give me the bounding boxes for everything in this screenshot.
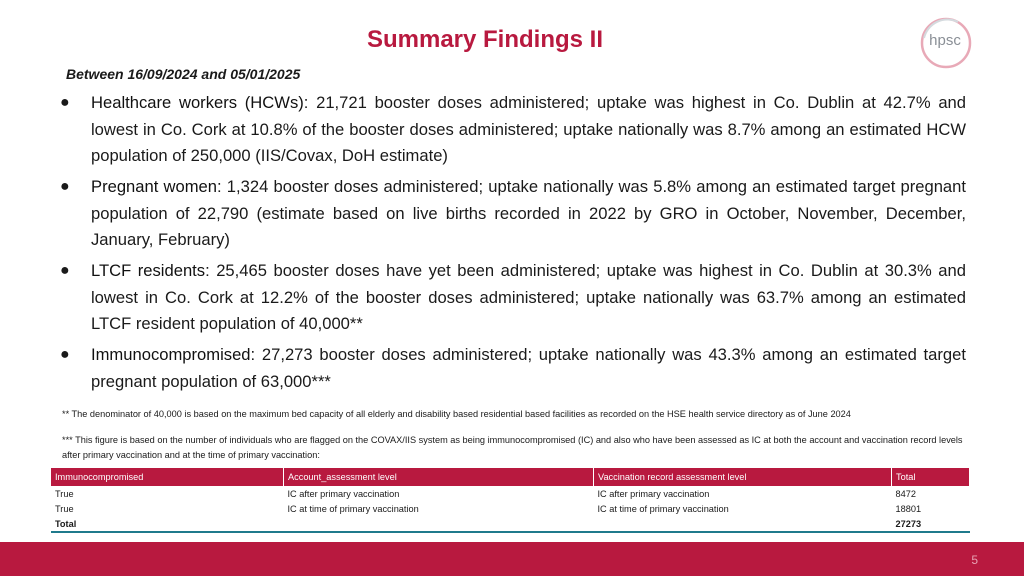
total-value: 27273 [892,516,970,532]
finding-immunocompromised [60,342,966,395]
bullet-icon: ● [60,346,70,363]
table-cell: True [51,486,284,502]
finding-lead: LTCF residents [91,261,206,280]
bullet-icon: ● [60,94,70,111]
finding-text: : 21,721 booster doses administered; uptake was highest in Co. Dublin at 42.7% and lowest in Co. Cork at 10.8% of the booster doses administered; uptake nationally was 8.7% among an estimated HCW population of 250,000 (IIS/Covax, DoH estimate) [91,93,966,165]
table-row [51,486,970,502]
findings-list [60,90,966,400]
table-cell: 18801 [895,503,922,514]
finding-text: : 27,273 booster doses administered; uptake nationally was 43.3% among an estimated target pregnant population of 63,000*** [91,345,966,391]
table-cell: True [55,503,74,514]
total-label: Total [51,516,284,532]
table-cell: 8472 [892,486,970,502]
footnote-ltcf: ** The denominator of 40,000 is based on the maximum bed capacity of all elderly and disability based residential based facilities as recorded on the HSE health service directory as of June 2024 [62,409,851,419]
table-cell: IC after primary vaccination [594,486,892,502]
column-header: Immunocompromised [51,468,284,486]
table-cell: IC after primary vaccination [284,486,594,502]
finding-text: : 25,465 booster doses have yet been administered; uptake was highest in Co. Dublin at 30.3% and lowest in Co. Cork at 12.2% of the booster doses administered; uptake nationally was 63.7% among an estimated LTCF resident population of 40,000** [91,261,966,333]
column-header: Account_assessment level [284,468,594,486]
table-cell [284,516,594,532]
table-row [51,501,970,516]
footer-bar [0,542,1024,576]
finding-pregnant [60,174,966,254]
page-number: 5 [971,553,978,567]
logo-text: hpsc [929,32,961,49]
finding-lead: Pregnant women [91,177,218,196]
immunocompromised-table [51,468,970,533]
finding-ltcf [60,258,966,338]
date-range-subtitle: Between 16/09/2024 and 05/01/2025 [66,66,301,82]
column-header: Total [892,468,970,486]
table-cell: IC at time of primary vaccination [597,503,729,514]
page-title: Summary Findings II [366,26,604,53]
bullet-icon: ● [60,178,70,195]
table-total-row [51,516,970,532]
table-cell [594,516,892,532]
table-cell: IC at time of primary vaccination [287,503,419,514]
finding-text: : 1,324 booster doses administered; uptake nationally was 5.8% among an estimated target pregnant population of 22,790 (estimate based on live births recorded in 2022 by GRO in October, November, December, January, February) [91,177,966,249]
bullet-icon: ● [60,262,70,279]
column-header: Vaccination record assessment level [594,468,892,486]
finding-lead: Immunocompromised [91,345,251,364]
footnote-immunocompromised: *** This figure is based on the number of individuals who are flagged on the COVAX/IIS system as being immunocompromised (IC) and also who have been assessed as IC at both the account and vaccination record levels after primary vaccination and at the time of primary vaccination: [62,435,963,460]
finding-lead: Healthcare workers (HCWs) [91,93,304,112]
finding-hcw [60,90,966,170]
table-header-row [51,468,970,486]
